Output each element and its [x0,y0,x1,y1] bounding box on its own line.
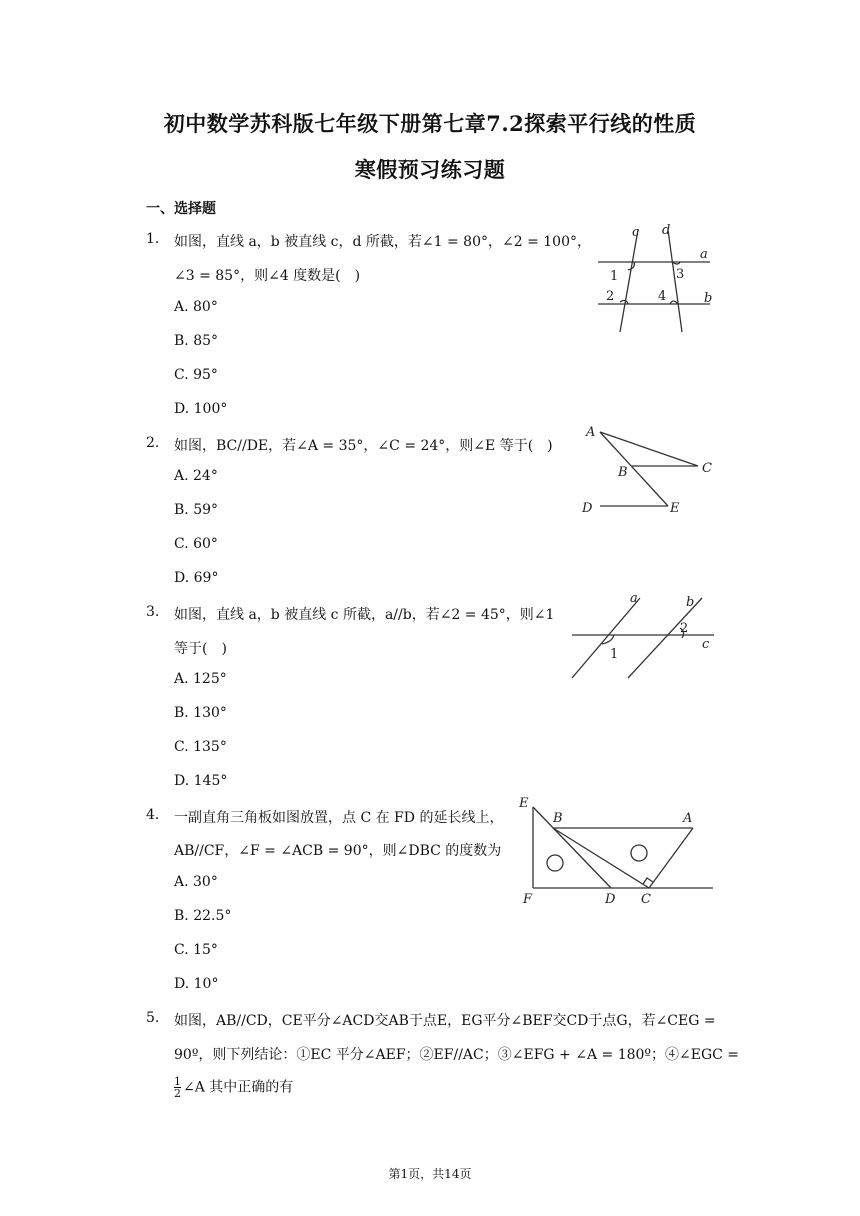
document-title-line-1: 初中数学苏科版七年级下册第七章7.2探索平行线的性质 [163,111,697,136]
question-5-stem-line-2: 90º，则下列结论：①EC 平分∠AEF；②EF//AC；③∠EFG + ∠A = 180º；④∠EGC = [174,1047,740,1063]
question-4-option-a: A. 30° [174,874,218,890]
label-C: C [641,892,651,907]
fraction-one-half [174,1076,181,1099]
question-5-stem-line-3 [174,1076,293,1099]
question-1-number: 1. [146,231,160,247]
line-c [620,230,638,332]
page-footer: 第1页，共14页 [388,1167,472,1181]
question-5-number: 5. [146,1010,160,1026]
fraction-denominator: 2 [174,1087,181,1100]
question-2-option-d: D. 69° [174,570,219,586]
document-title-line-2: 寒假预习练习题 [354,157,506,182]
question-1-stem-line-1: 如图，直线 a，b 被直线 c，d 所截，若∠1 = 80°，∠2 = 100°， [174,234,591,250]
question-3-option-d: D. 145° [174,773,228,789]
question-4-number: 4. [146,807,160,823]
label-angle-2: 2 [606,289,615,304]
label-a: a [630,591,638,606]
question-4-option-c: C. 15° [174,942,218,958]
label-B: B [553,811,563,826]
question-1-option-d: D. 100° [174,401,228,417]
question-1-stem-line-2: ∠3 = 85°，则∠4 度数是( ) [174,268,361,284]
question-4-stem-line-2: AB//CF，∠F = ∠ACB = 90°，则∠DBC 的度数为 [174,843,502,859]
label-B: B [618,465,628,480]
question-2-number: 2. [146,435,160,451]
triangle-hole-right [631,845,647,861]
segment-ae [600,432,668,506]
segment-ac [649,828,693,888]
question-3-option-a: A. 125° [174,671,227,687]
question-4-option-b: B. 22.5° [174,908,232,924]
label-D: D [605,892,616,907]
label-A: A [586,425,596,440]
question-3-stem-line-1: 如图，直线 a，b 被直线 c 所截，a//b，若∠2 = 45°，则∠1 [174,607,555,623]
question-3-stem-line-2: 等于( ) [174,641,227,657]
question-1-option-b: B. 85° [174,333,219,349]
label-c: c [702,637,710,652]
section-heading: 一、选择题 [146,201,216,217]
question-4-figure [515,795,720,910]
question-3-option-b: B. 130° [174,705,227,721]
fraction-numerator: 1 [174,1075,181,1088]
label-angle-3: 3 [676,267,685,282]
question-1-figure [590,220,720,335]
label-C: C [702,461,712,476]
question-3-option-c: C. 135° [174,739,227,755]
label-a: a [700,247,708,262]
label-angle-4: 4 [658,289,667,304]
question-5-stem-line-1: 如图，AB//CD，CE平分∠ACD交AB于点E，EG平分∠BEF交CD于点G，若∠CEG = [174,1013,716,1029]
question-3-figure [568,588,718,683]
label-d: d [662,223,671,238]
question-4-stem-line-1: 一副直角三角板如图放置，点 C 在 FD 的延长线上， [174,810,504,826]
segment-ed [533,807,611,888]
label-E: E [519,796,529,811]
question-3-number: 3. [146,604,160,620]
question-1-option-a: A. 80° [174,299,218,315]
question-2-option-c: C. 60° [174,536,218,552]
label-c: c [632,225,640,240]
label-angle-1: 1 [610,269,619,284]
question-5-stem-line-3-text: ∠A 其中正确的有 [183,1079,294,1096]
label-D: D [582,501,593,516]
line-b [628,598,702,678]
question-2-option-a: A. 24° [174,468,218,484]
label-F: F [523,892,533,907]
label-A: A [683,811,693,826]
question-2-figure [578,420,718,520]
question-2-option-b: B. 59° [174,502,219,518]
segment-bc [553,828,649,888]
label-b: b [704,291,713,306]
label-angle-1: 1 [610,647,619,662]
label-angle-2: 2 [680,621,689,636]
question-1-option-c: C. 95° [174,367,218,383]
label-b: b [686,595,695,610]
segment-ac [600,432,698,466]
triangle-hole-left [547,855,563,871]
label-E: E [670,501,680,516]
question-4-option-d: D. 10° [174,976,219,992]
question-2-stem-line-1: 如图，BC//DE，若∠A = 35°，∠C = 24°，则∠E 等于( ) [174,438,553,454]
right-angle-mark [643,878,653,884]
line-a [572,598,640,678]
